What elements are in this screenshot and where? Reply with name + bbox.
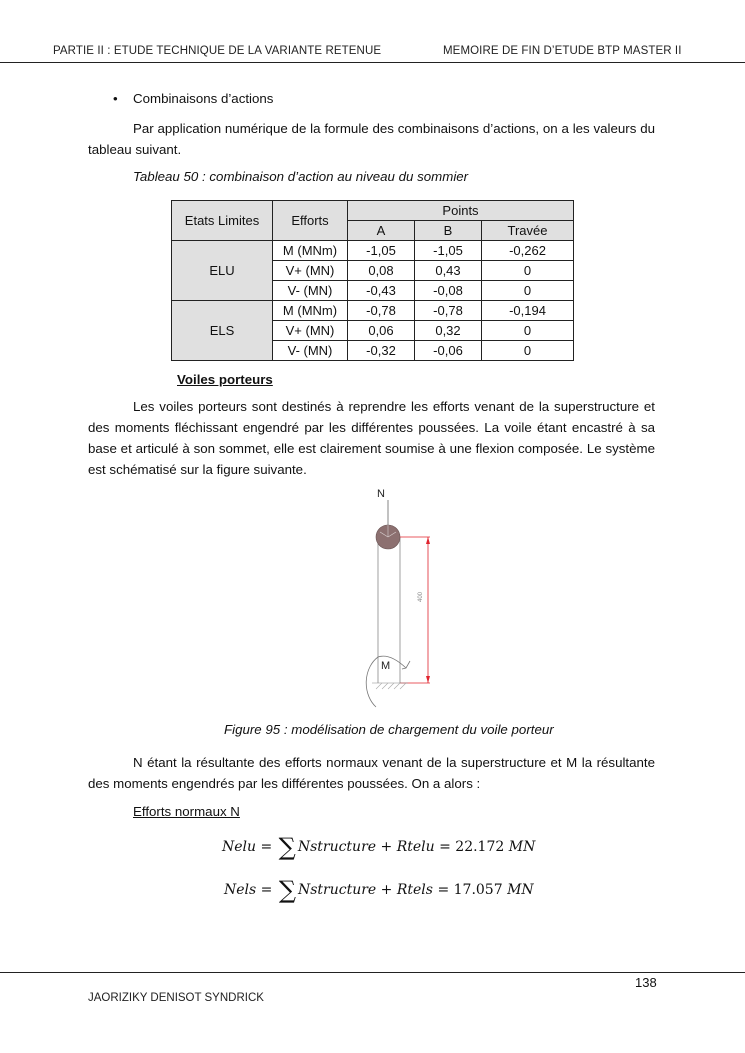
header-points: Points xyxy=(348,201,574,221)
effort-cell: M (MNm) xyxy=(273,241,348,261)
sum-icon: ∑ xyxy=(278,876,296,904)
page-number: 138 xyxy=(635,975,657,990)
equation-nels: Nels = ∑ Nstructure + Rtels = 17.057 MN xyxy=(224,876,534,904)
value-a: -0,78 xyxy=(348,301,415,321)
eq-term1: Nstructure xyxy=(297,882,377,898)
combinations-table xyxy=(171,200,574,361)
value-a: -0,32 xyxy=(348,341,415,361)
eq-unit: MN xyxy=(508,839,536,855)
label-m: M xyxy=(381,660,391,672)
value-a: -0,43 xyxy=(348,281,415,301)
value-b: -1,05 xyxy=(415,241,482,261)
header-efforts: Efforts xyxy=(273,201,348,241)
table-row xyxy=(172,241,574,261)
paragraph-resultante: N étant la résultante des efforts normaux venant de la superstructure et M la résultante des moments engendrés par les différentes poussées. On a alors : xyxy=(88,755,655,791)
subtitle-efforts-normaux: Efforts normaux N xyxy=(133,804,240,819)
header-travee: Travée xyxy=(482,221,574,241)
value-travee: 0 xyxy=(482,281,574,301)
label-n: N xyxy=(377,488,385,500)
value-b: 0,43 xyxy=(415,261,482,281)
figure-caption: Figure 95 : modélisation de chargement du voile porteur xyxy=(224,722,554,737)
eq-lhs: Nelu xyxy=(222,839,257,855)
effort-cell: V- (MN) xyxy=(273,281,348,301)
running-header-left: PARTIE II : ETUDE TECHNIQUE DE LA VARIANTE RETENUE xyxy=(53,45,382,57)
header-etats-limites: Etats Limites xyxy=(172,201,273,241)
header-point-a: A xyxy=(348,221,415,241)
paragraph-voiles: Les voiles porteurs sont destinés à reprendre les efforts venant de la superstructure et des moments fléchissant engendré par les différentes poussées. La voile étant encastré à sa base et articulé à son sommet, elle est clairement soumise à une flexion composée. Le système est schématisé sur la figure suivante. xyxy=(88,399,655,477)
running-header-right: MEMOIRE DE FIN D’ETUDE BTP MASTER II xyxy=(443,45,682,57)
eq-term2: Rtelu xyxy=(396,839,435,855)
eq-term1: Nstructure xyxy=(297,839,377,855)
value-b: -0,06 xyxy=(415,341,482,361)
value-travee: -0,194 xyxy=(482,301,574,321)
eq-term2: Rtels xyxy=(396,882,433,898)
value-travee: 0 xyxy=(482,321,574,341)
footer-rule xyxy=(0,972,745,973)
section-title-combinaisons: Combinaisons d’actions xyxy=(133,91,274,106)
section-title-voiles-porteurs: Voiles porteurs xyxy=(177,372,273,387)
value-b: 0,32 xyxy=(415,321,482,341)
effort-cell: V- (MN) xyxy=(273,341,348,361)
sum-icon: ∑ xyxy=(278,833,296,861)
equation-nelu: Nelu = ∑ Nstructure + Rtelu = 22.172 MN xyxy=(222,833,536,861)
value-b: -0,78 xyxy=(415,301,482,321)
eq-lhs: Nels xyxy=(224,882,257,898)
header-rule xyxy=(0,62,745,63)
effort-cell: V+ (MN) xyxy=(273,321,348,341)
state-elu: ELU xyxy=(172,241,273,301)
wall-loading-diagram xyxy=(350,485,460,710)
footer-author: JAORIZIKY DENISOT SYNDRICK xyxy=(88,992,264,1004)
paragraph-intro: Par application numérique de la formule des combinaisons d’actions, on a les valeurs du tableau suivant. xyxy=(88,121,655,157)
dimension-line xyxy=(400,537,430,683)
table-caption: Tableau 50 : combinaison d’action au niveau du sommier xyxy=(133,169,469,184)
eq-value: 17.057 xyxy=(453,882,503,898)
dimension-label: 400 xyxy=(418,591,424,602)
fixed-support-icon xyxy=(372,683,408,689)
value-travee: 0 xyxy=(482,341,574,361)
value-travee: 0 xyxy=(482,261,574,281)
value-b: -0,08 xyxy=(415,281,482,301)
eq-value: 22.172 xyxy=(455,839,505,855)
value-a: -1,05 xyxy=(348,241,415,261)
value-travee: -0,262 xyxy=(482,241,574,261)
value-a: 0,08 xyxy=(348,261,415,281)
value-a: 0,06 xyxy=(348,321,415,341)
state-els: ELS xyxy=(172,301,273,361)
effort-cell: M (MNm) xyxy=(273,301,348,321)
header-point-b: B xyxy=(415,221,482,241)
bullet-icon: • xyxy=(113,91,118,106)
eq-unit: MN xyxy=(507,882,534,898)
effort-cell: V+ (MN) xyxy=(273,261,348,281)
table-row xyxy=(172,301,574,321)
